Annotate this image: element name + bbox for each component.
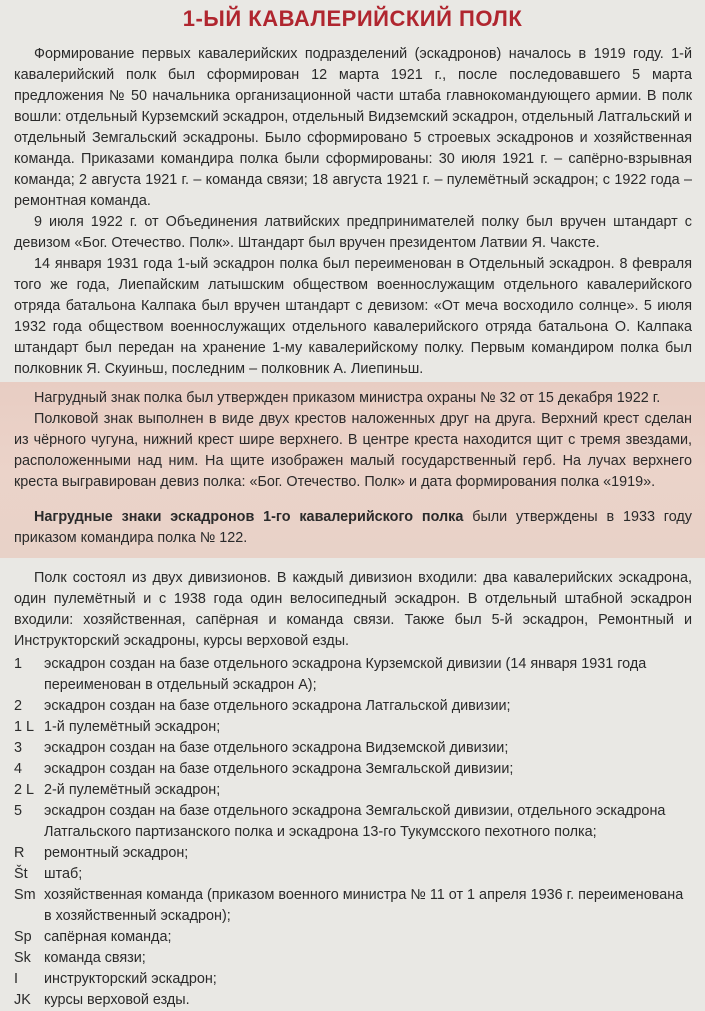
unit-code: 3: [14, 740, 23, 756]
unit-text: эскадрон создан на базе отдельного эскадрона Земгальской дивизии;: [44, 761, 514, 777]
unit-text: 1-й пулемётный эскадрон;: [44, 719, 221, 735]
intro-paragraph-1: Формирование первых кавалерийских подразделений (эскадронов) началось в 1919 году. 1-й кавалерийский полк был сформирован 12 марта 1921 г., после последовавшего 5 марта предложения № 50 начальника организационной части штаба главнокомандующего армии. В полк вошли: отдельный Курземский эскадрон, отдельный Видземский эскадрон, отдельный Латгальский и отдельный Земгальский эскадроны. Было сформировано 5 строевых эскадронов и хозяйственная команда. Приказами командира полка были сформированы: 30 июля 1921 г. – сапёрно-взрывная команда; 2 августа 1921 г. – команда связи; 18 августа 1921 г. – пулемётный эскадрон; с 1922 года – ремонтная команда.: [14, 46, 692, 209]
list-item: [14, 696, 692, 717]
unit-code: JK: [14, 992, 31, 1008]
unit-text: эскадрон создан на базе отдельного эскадрона Земгальской дивизии, отдельного эскадрона Латгальского партизанского полка и эскадрона 13-го Тукумсского пехотного полка;: [44, 803, 666, 840]
unit-code: 5: [14, 803, 23, 819]
unit-text: курсы верховой езды.: [44, 992, 190, 1008]
list-item: [14, 738, 692, 759]
units-list: [14, 654, 692, 1011]
list-item: [14, 990, 692, 1011]
unit-code: 1: [14, 656, 23, 672]
unit-text: эскадрон создан на базе отдельного эскадрона Видземской дивизии;: [44, 740, 509, 756]
list-item: [14, 885, 692, 927]
list-item: [14, 759, 692, 780]
structure-paragraph: Полк состоял из двух дивизионов. В каждый дивизион входили: два кавалерийских эскадрона, один пулемётный и с 1938 года один велосипедный эскадрон. В отдельный штабной эскадрон входили: хозяйственная, сапёрная и команда связи. Также был 5-й эскадрон, Ремонтный и Инструкторский эскадроны, курсы верховой езды.: [14, 570, 692, 649]
page-title: 1-ЫЙ КАВАЛЕРИЙСКИЙ ПОЛК: [182, 6, 523, 31]
unit-code: 4: [14, 761, 23, 777]
structure-section: [14, 568, 692, 652]
intro-section: [14, 44, 692, 380]
badge-paragraph-3-rest: были утверждены в 1933 году приказом командира полка № 122.: [14, 509, 692, 546]
badge-paragraph-2: Полковой знак выполнен в виде двух крестов наложенных друг на друга. Верхний крест сделан из чёрного чугуна, нижний крест шире верхнего. В центре креста находится щит с тремя звездами, расположенными над ним. На щите изображен малый государственный герб. На лучах верхнего креста выгравирован девиз полка: «Бог. Отечество. Полк» и дата формирования полка «1919».: [14, 411, 692, 490]
unit-text: сапёрная команда;: [44, 929, 172, 945]
badge-paragraph-3: [14, 507, 692, 549]
unit-code: R: [14, 845, 25, 861]
badge-paragraph-3-bold: Нагрудные знаки эскадронов 1-го кавалерийского полка: [34, 509, 464, 525]
unit-text: штаб;: [44, 866, 83, 882]
list-item: [14, 843, 692, 864]
unit-code: 2: [14, 698, 23, 714]
list-item: [14, 717, 692, 738]
unit-text: эскадрон создан на базе отдельного эскадрона Курземской дивизии (14 января 1931 года переименован в отдельный эскадрон А);: [44, 656, 647, 693]
intro-paragraph-3: 14 января 1931 года 1-ый эскадрон полка был переименован в Отдельный эскадрон. 8 февраля того же года, Лиепайским латышским обществом военнослужащим отдельного кавалерийского отряда батальона Калпака был вручен штандарт с девизом: «От меча восходило солнце». 5 июля 1932 года обществом военнослужащих отдельного кавалерийского отряда батальона О. Калпака штандарт был передан на хранение 1-му кавалерийскому полку. Первым командиром полка был полковник Я. Скуиньш, последним – полковник А. Лиепиньш.: [14, 256, 692, 377]
list-item: [14, 948, 692, 969]
unit-text: хозяйственная команда (приказом военного министра № 11 от 1 апреля 1936 г. переименована в хозяйственный эскадрон);: [44, 887, 684, 924]
list-item: [14, 969, 692, 990]
list-item: [14, 801, 692, 843]
unit-text: инструкторский эскадрон;: [44, 971, 217, 987]
list-item: [14, 864, 692, 885]
unit-code: Št: [14, 866, 28, 882]
unit-code: 2 L: [14, 782, 35, 798]
unit-text: команда связи;: [44, 950, 146, 966]
unit-text: эскадрон создан на базе отдельного эскадрона Латгальской дивизии;: [44, 698, 511, 714]
unit-code: 1 L: [14, 719, 35, 735]
intro-paragraph-2: 9 июля 1922 г. от Объединения латвийских предпринимателей полку был вручен штандарт с девизом «Бог. Отечество. Полк». Штандарт был вручен президентом Латвии Я. Чаксте.: [14, 214, 692, 251]
list-item: [14, 780, 692, 801]
unit-code: I: [14, 971, 18, 987]
unit-text: ремонтный эскадрон;: [44, 845, 189, 861]
badge-paragraph-1: Нагрудный знак полка был утвержден приказом министра охраны № 32 от 15 декабря 1922 г.: [34, 390, 661, 406]
unit-code: Sp: [14, 929, 32, 945]
unit-code: Sm: [14, 887, 36, 903]
unit-code: Sk: [14, 950, 31, 966]
badge-section: [0, 382, 705, 558]
list-item: [14, 654, 692, 696]
list-item: [14, 927, 692, 948]
unit-text: 2-й пулемётный эскадрон;: [44, 782, 221, 798]
